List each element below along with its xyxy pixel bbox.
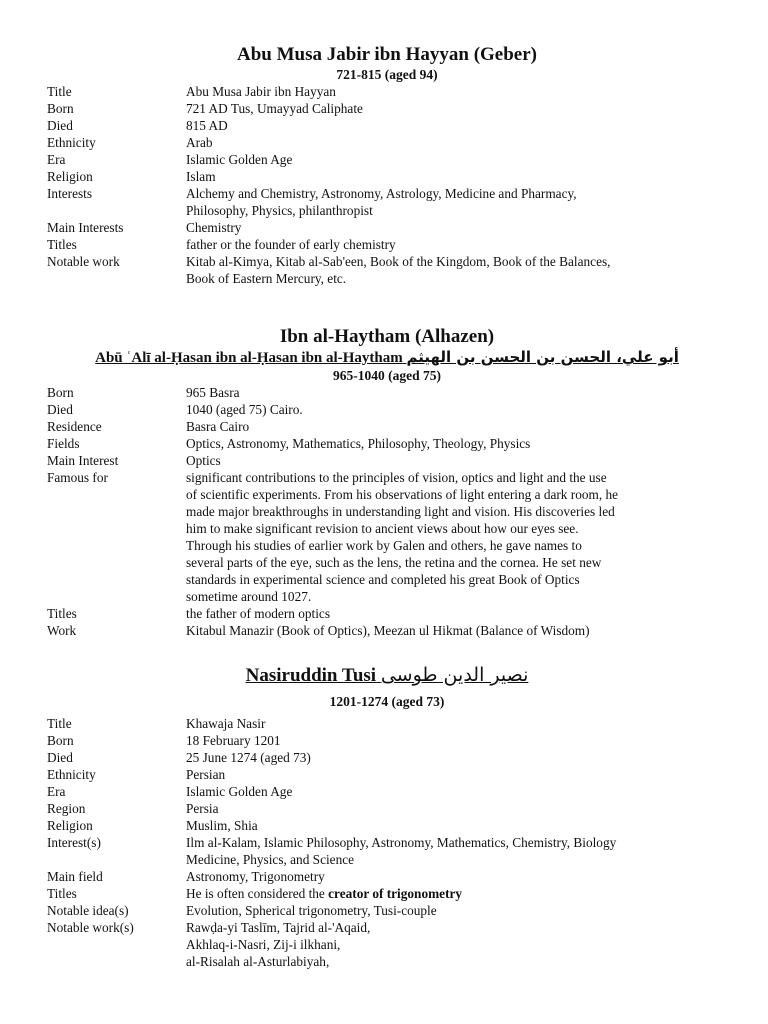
row-label: Region [47,801,86,816]
row-label: Residence [47,419,102,434]
row-value: 721 AD Tus, Umayyad Caliphate [186,101,363,116]
haytham-full-name-arabic: أبو علي، الحسن بن الحسن بن الهيثم [406,348,679,366]
table-row [47,902,727,919]
table-row [47,469,727,605]
row-value: Alchemy and Chemistry, Astronomy, Astrology, Medicine and Pharmacy, Philosophy, Physics, philanthropist [186,186,577,218]
row-label: Title [47,716,72,731]
row-label: Titles [47,606,77,621]
jabir-dates: 721-815 (aged 94) [336,67,438,82]
row-value: 1040 (aged 75) Cairo. [186,402,303,417]
table-row [47,715,727,732]
section-haytham [47,326,727,639]
row-value: Astronomy, Trigonometry [186,869,325,884]
row-value: Basra Cairo [186,419,250,434]
jabir-info-table [47,83,727,287]
haytham-full-name-latin: Abū ʿAlī al-Ḥasan ibn al-Ḥasan ibn al-Haytham [95,350,403,366]
row-value: 25 June 1274 (aged 73) [186,750,311,765]
table-row [47,817,727,834]
row-label: Religion [47,818,93,833]
row-label: Born [47,385,74,400]
tusi-dates: 1201-1274 (aged 73) [329,694,445,709]
tusi-info-table [47,715,727,885]
table-row [47,253,727,287]
row-value: Persian [186,767,226,782]
row-label: Born [47,733,74,748]
table-row [47,83,727,100]
row-value: Khawaja Nasir [186,716,266,731]
row-value: Kitabul Manazir (Book of Optics), Meezan ul Hikmat (Balance of Wisdom) [186,623,590,638]
section-tusi [47,664,727,970]
section-jabir [47,44,727,287]
row-value: Evolution, Spherical trigonometry, Tusi-couple [186,903,437,918]
tusi-titles-row [47,885,727,902]
row-label: Notable work [47,254,120,269]
row-label: Era [47,784,66,799]
row-label: Main Interest [47,453,119,468]
row-label: Notable work(s) [47,920,134,935]
tusi-heading-arabic: نصير الدين طوسی [380,664,529,686]
row-label: Work [47,623,77,638]
haytham-full-name [47,348,727,367]
row-value: Optics, Astronomy, Mathematics, Philosophy, Theology, Physics [186,436,531,451]
row-label: Ethnicity [47,135,96,150]
row-value: Islamic Golden Age [186,152,293,167]
row-value: Islam [186,169,216,184]
table-row [47,834,727,868]
row-label: Interests [47,186,93,201]
table-row [47,401,727,418]
row-label: Died [47,402,73,417]
row-value: Ilm al-Kalam, Islamic Philosophy, Astronomy, Mathematics, Chemistry, Biology Medicine, Physics, and Science [186,835,617,867]
row-value: father or the founder of early chemistry [186,237,396,252]
table-row [47,117,727,134]
row-label: Famous for [47,470,108,485]
row-label: Died [47,118,73,133]
table-row [47,168,727,185]
titles-bold: creator of trigonometry [328,886,463,901]
row-value: Rawḍa-yi Taslīm, Tajrid al-'Aqaid, Akhlaq-i-Nasri, Zij-i ilkhani, al-Risalah al-Asturlabiyah, [186,920,371,969]
table-row [47,766,727,783]
table-row [47,749,727,766]
haytham-dates: 965-1040 (aged 75) [333,368,441,383]
jabir-heading: Abu Musa Jabir ibn Hayyan (Geber) [237,44,537,65]
table-row [47,185,727,219]
table-row [47,783,727,800]
haytham-heading: Ibn al-Haytham (Alhazen) [279,326,495,347]
table-row [47,100,727,117]
row-label: Religion [47,169,93,184]
row-label: Titles [47,886,77,901]
row-label: Died [47,750,73,765]
table-row [47,134,727,151]
row-value: Optics [186,453,221,468]
row-label: Notable idea(s) [47,903,129,918]
row-value: 965 Basra [186,385,240,400]
table-row [47,732,727,749]
row-value: 18 February 1201 [186,733,281,748]
row-label: Titles [47,237,77,252]
row-label: Born [47,101,74,116]
row-value: the father of modern optics [186,606,330,621]
table-row [47,800,727,817]
row-value: Kitab al-Kimya, Kitab al-Sab'een, Book of the Kingdom, Book of the Balances, Book of Eastern Mercury, etc. [186,254,611,286]
row-label: Main Interests [47,220,124,235]
table-row [47,435,727,452]
table-row [47,219,727,236]
titles-prefix: He is often considered the [186,886,329,901]
row-label: Main field [47,869,103,884]
row-label: Fields [47,436,80,451]
row-value: Islamic Golden Age [186,784,293,799]
table-row [47,919,727,970]
tusi-info-table-2 [47,902,727,970]
table-row [47,236,727,253]
row-label: Ethnicity [47,767,96,782]
row-value: 815 AD [186,118,228,133]
tusi-heading-latin: Nasiruddin Tusi [245,665,377,686]
table-row [47,868,727,885]
row-label: Interest(s) [47,835,101,850]
row-value: significant contributions to the principles of vision, optics and light and the use of scientific experiments. From his observations of light entering a dark room, he made major breakthroughs in understanding light and vision. His discoveries led him to make significant revision to ancient views about how our eyes see. Through his studies of earlier work by Galen and others, he gave names to several parts of the eye, such as the lens, the retina and the cornea. He set new standards in experimental science and completed his great Book of Optics sometime around 1027. [186,470,619,604]
row-label: Title [47,84,72,99]
table-row [47,418,727,435]
table-row [47,452,727,469]
row-value: Chemistry [186,220,242,235]
table-row [47,622,727,639]
row-value [186,885,727,902]
row-value: Persia [186,801,219,816]
row-value: Arab [186,135,213,150]
table-row [47,605,727,622]
haytham-info-table [47,384,727,639]
row-label: Era [47,152,66,167]
table-row [47,384,727,401]
table-row [47,151,727,168]
row-value: Abu Musa Jabir ibn Hayyan [186,84,336,99]
tusi-heading [47,664,727,687]
row-value: Muslim, Shia [186,818,258,833]
